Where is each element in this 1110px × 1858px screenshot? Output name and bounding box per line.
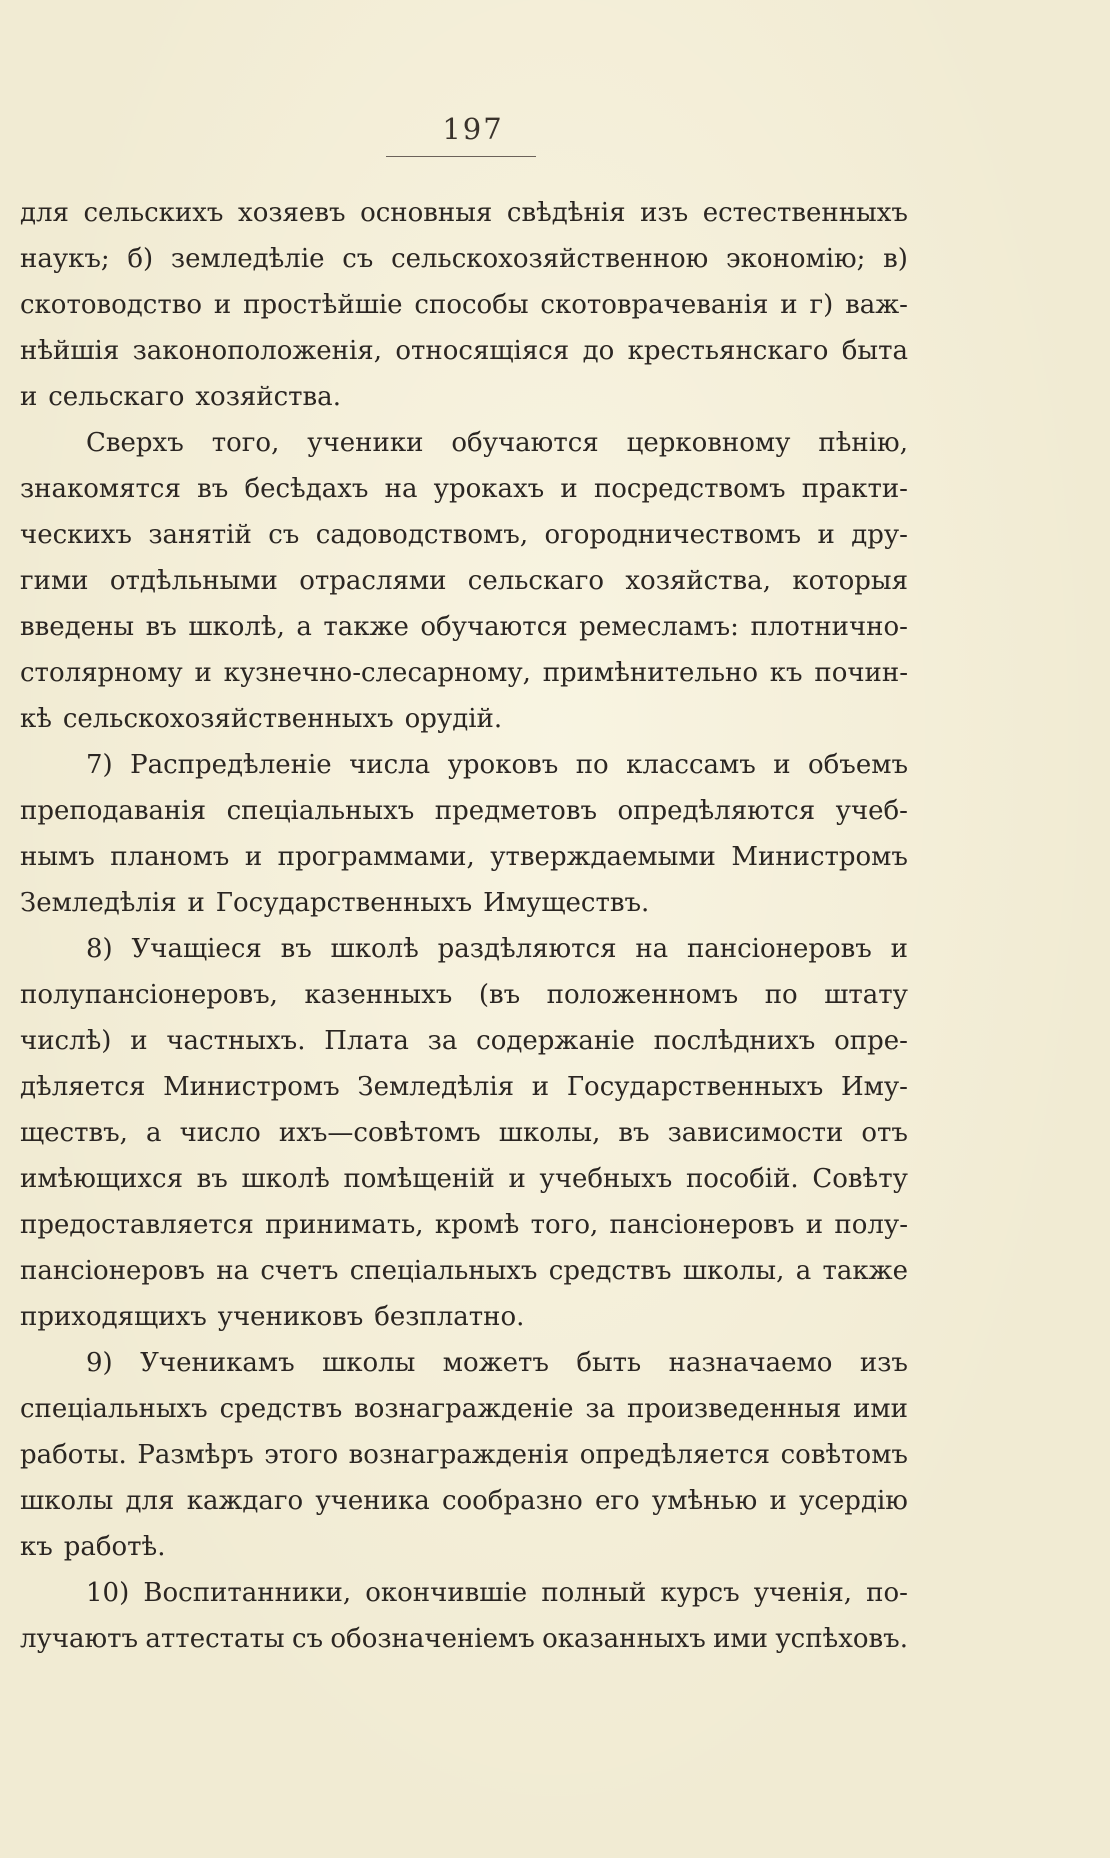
- text-line: къ работѣ.: [20, 1532, 166, 1562]
- text-line: пансіонеровъ на счетъ спеціальныхъ средствъ школы, а также: [20, 1256, 908, 1286]
- text-line: введены въ школѣ, а также обучаются ремесламъ: плотнично-: [20, 612, 908, 642]
- text-line: гими отдѣльными отраслями сельскаго хозяйства, которыя: [20, 566, 908, 596]
- text-line: и сельскаго хозяйства.: [20, 382, 341, 412]
- text-line: знакомятся въ бесѣдахъ на урокахъ и посредствомъ практи-: [20, 474, 908, 504]
- text-line: числѣ) и частныхъ. Плата за содержаніе послѣднихъ опре-: [20, 1026, 908, 1056]
- text-line: дѣляется Министромъ Земледѣлія и Государственныхъ Иму-: [20, 1072, 908, 1102]
- text-line: Сверхъ того, ученики обучаются церковному пѣнію,: [86, 428, 908, 458]
- text-line: скотоводство и простѣйшіе способы скотоврачеванія и г) важ-: [20, 290, 908, 320]
- text-line: Земледѣлія и Государственныхъ Имуществъ.: [20, 888, 650, 918]
- page-number-rule: [386, 156, 536, 157]
- text-line: 10) Воспитанники, окончившіе полный курсъ ученія, по-: [86, 1578, 908, 1608]
- text-line: преподаванія спеціальныхъ предметовъ опредѣляются учеб-: [20, 796, 908, 826]
- text-line: 9) Ученикамъ школы можетъ быть назначаемо изъ: [86, 1348, 908, 1378]
- text-line: нѣйшія законоположенія, относящіяся до крестьянскаго быта: [20, 336, 908, 366]
- text-line: столярному и кузнечно-слесарному, примѣнительно къ почин-: [20, 658, 908, 688]
- text-line: школы для каждаго ученика сообразно его умѣнью и усердію: [20, 1486, 908, 1516]
- text-line: кѣ сельскохозяйственныхъ орудій.: [20, 704, 503, 734]
- page-number: 197: [442, 112, 504, 146]
- text-line: приходящихъ учениковъ безплатно.: [20, 1302, 525, 1332]
- text-line: спеціальныхъ средствъ вознагражденіе за произведенныя ими: [20, 1394, 908, 1424]
- text-line: ческихъ занятій съ садоводствомъ, огородничествомъ и дру-: [20, 520, 908, 550]
- text-line: для сельскихъ хозяевъ основныя свѣдѣнія изъ естественныхъ: [20, 198, 908, 228]
- text-line: ществъ, а число ихъ—совѣтомъ школы, въ зависимости отъ: [20, 1118, 908, 1148]
- text-line: работы. Размѣръ этого вознагражденія опредѣляется совѣтомъ: [20, 1440, 908, 1470]
- text-line: полупансіонеровъ, казенныхъ (въ положенномъ по штату: [20, 980, 908, 1010]
- body-text: [20, 190, 908, 1662]
- text-line: наукъ; б) земледѣліе съ сельскохозяйственною экономію; в): [20, 244, 908, 274]
- text-line: 7) Распредѣленіе числа уроковъ по классамъ и объемъ: [86, 750, 908, 780]
- text-line: предоставляется принимать, кромѣ того, пансіонеровъ и полу-: [20, 1210, 908, 1240]
- text-line: нымъ планомъ и программами, утверждаемыми Министромъ: [20, 842, 908, 872]
- text-line: 8) Учащіеся въ школѣ раздѣляются на пансіонеровъ и: [86, 934, 908, 964]
- text-line: лучаютъ аттестаты съ обозначеніемъ оказанныхъ ими успѣховъ.: [20, 1624, 908, 1654]
- text-line: имѣющихся въ школѣ помѣщеній и учебныхъ пособій. Совѣту: [20, 1164, 908, 1194]
